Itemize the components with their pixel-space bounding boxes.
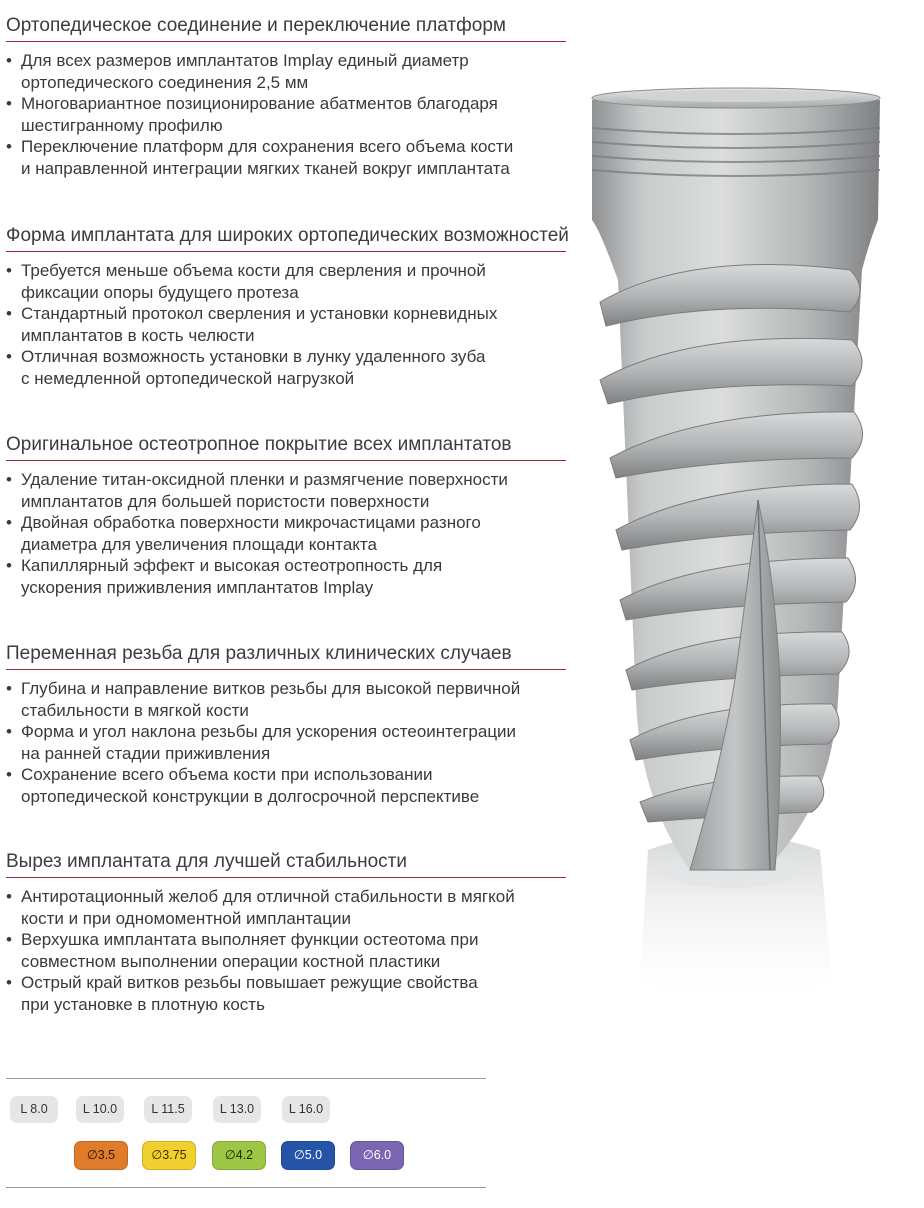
section-title: Форма имплантата для широких ортопедических возможностей <box>6 224 566 252</box>
bullet-item: • Удаление титан-оксидной пленки и размягчение поверхности имплантатов для большей пористости поверхности <box>6 469 566 512</box>
section-implant-shape <box>6 224 569 389</box>
section-title: Вырез имплантата для лучшей стабильности <box>6 850 566 878</box>
size-options <box>6 1078 486 1188</box>
bullet-item: • Сохранение всего объема кости при использовании ортопедической конструкции в долгосрочной перспективе <box>6 764 566 807</box>
length-chip: L 11.5 <box>144 1096 192 1123</box>
section-title: Оригинальное остеотропное покрытие всех имплантатов <box>6 433 566 461</box>
bullet-item: • Верхушка имплантата выполняет функции остеотома при совместном выполнении операции костной пластики <box>6 929 566 972</box>
bullet-item: • Стандартный протокол сверления и установки корневидных имплантатов в кость челюсти <box>6 303 566 346</box>
bullet-item: • Форма и угол наклона резьбы для ускорения остеоинтеграции на ранней стадии приживления <box>6 721 566 764</box>
diameter-chip: ∅3.5 <box>74 1141 128 1170</box>
bullet-item: • Требуется меньше объема кости для сверления и прочной фиксации опоры будущего протеза <box>6 260 566 303</box>
section-osteotropic-coating <box>6 433 566 598</box>
section-implant-cutout <box>6 850 566 1015</box>
diameter-chip: ∅5.0 <box>281 1141 335 1170</box>
bullet-item: • Отличная возможность установки в лунку удаленного зуба с немедленной ортопедической нагрузкой <box>6 346 566 389</box>
section-title: Переменная резьба для различных клинических случаев <box>6 642 566 670</box>
bullet-item: • Капиллярный эффект и высокая остеотропность для ускорения приживления имплантатов Implay <box>6 555 566 598</box>
dental-implant-illustration <box>570 80 900 1040</box>
bullet-item: • Острый край витков резьбы повышает режущие свойства при установке в плотную кость <box>6 972 566 1015</box>
diameter-chip: ∅4.2 <box>212 1141 266 1170</box>
bullet-item: • Антиротационный желоб для отличной стабильности в мягкой кости и при одномоментной имплантации <box>6 886 566 929</box>
length-chip: L 10.0 <box>76 1096 124 1123</box>
bullet-item: • Двойная обработка поверхности микрочастицами разного диаметра для увеличения площади контакта <box>6 512 566 555</box>
length-chip: L 13.0 <box>213 1096 261 1123</box>
diameter-chip: ∅6.0 <box>350 1141 404 1170</box>
bullet-item: • Переключение платформ для сохранения всего объема кости и направленной интеграции мягких тканей вокруг имплантата <box>6 136 566 179</box>
length-chip: L 8.0 <box>10 1096 58 1123</box>
section-variable-thread <box>6 642 566 807</box>
length-chip: L 16.0 <box>282 1096 330 1123</box>
bullet-item: • Для всех размеров имплантатов Implay единый диаметр ортопедического соединения 2,5 мм <box>6 50 566 93</box>
section-prosthetic-connection <box>6 14 566 179</box>
section-title: Ортопедическое соединение и переключение платформ <box>6 14 566 42</box>
bullet-item: • Многовариантное позиционирование абатментов благодаря шестигранному профилю <box>6 93 566 136</box>
diameter-chip: ∅3.75 <box>142 1141 196 1170</box>
bullet-item: • Глубина и направление витков резьбы для высокой первичной стабильности в мягкой кости <box>6 678 566 721</box>
